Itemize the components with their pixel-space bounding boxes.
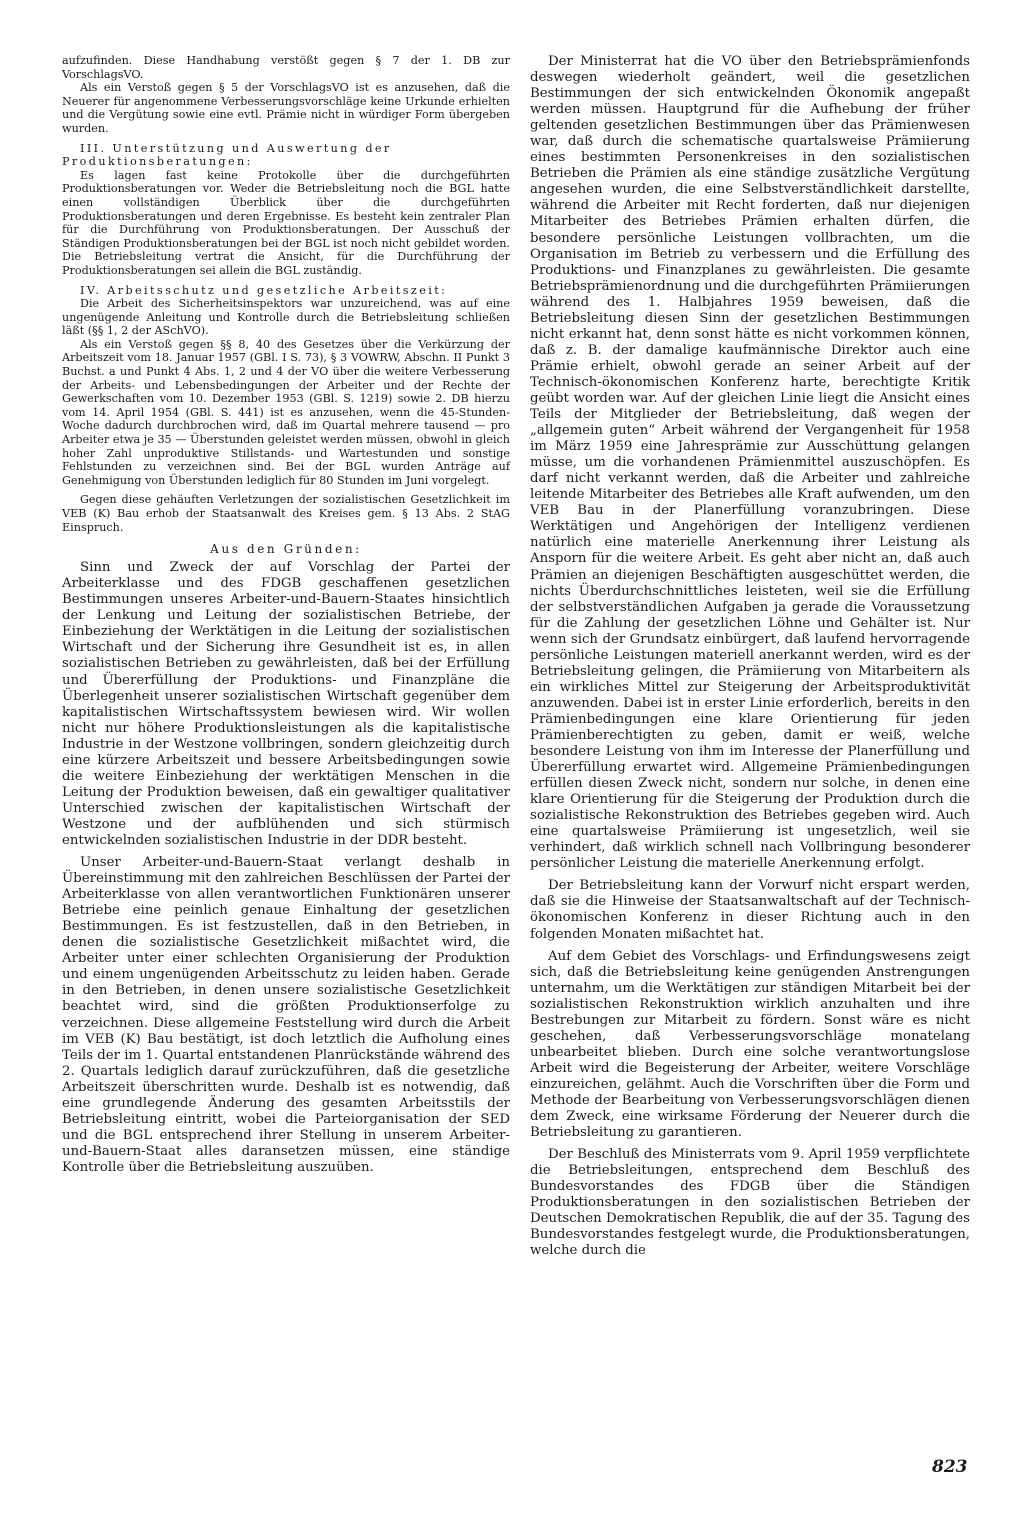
paragraph-left-7: Sinn und Zweck der auf Vorschlag der Partei der Arbeiterklasse und des FDGB geschaffenen gesetzlichen Bestimmungen unseres Arbeiter-und-Bauern-Staates hinsichtlich der Lenkung und Leitung der sozialistischen Betriebe, der Einbeziehung der Werktätigen in die Leitung der sozialistischen Wirtschaft und der Sicherung ihre Gesundheit ist es, in allen sozialistischen Betrieben zu gewährleisten, daß bei der Erfüllung und Übererfüllung der Produktions- und Finanzpläne die Überlegenheit unserer sozialistischen Wirtschaft gegenüber dem kapitalistischen Wirtschaftssystem bewiesen wird. Wir wollen nicht nur höhere Produktionsleistungen als die kapitalistische Industrie in der Westzone vollbringen, sondern gleichzeitig durch eine kürzere Arbeitszeit und bessere Arbeitsbedingungen sowie die weitere Einbeziehung der werktätigen Menschen in die Leitung der Produktion beweisen, daß ein gewaltiger qualitativer Unterschied zwischen der kapitalistischen Wirtschaft der Westzone und der aufblühenden und sich stürmisch entwickelnden sozialistischen Industrie in der DDR besteht.	[62, 560, 510, 848]
left-column	[62, 54, 510, 1176]
paragraph-left-3: Es lagen fast keine Protokolle über die durchgeführten Produktionsberatungen vor. Weder die Betriebsleitung noch die BGL hatte einen vollständigen Überblick über die durchgeführten Produktionsberatungen und deren Ergebnisse. Es besteht kein zentraler Plan für die Durchführung von Produktionsberatungen. Der Ausschuß der Ständigen Produktionsberatungen bei der BGL ist noch nicht gebildet worden. Die Betriebsleitung vertrat die Ansicht, für die Durchführung der Produktionsberatungen sei allein die BGL zuständig.	[62, 168, 510, 277]
paragraph-left-6: Gegen diese gehäuften Verletzungen der sozialistischen Gesetzlichkeit im VEB (K) Bau erhob der Staatsanwalt des Kreises gem. § 13 Abs. 2 StAG Einspruch.	[62, 493, 510, 534]
section-heading-4: IV. Arbeitsschutz und gesetzliche Arbeitszeit:	[80, 283, 448, 297]
paragraph-left-8: Unser Arbeiter-und-Bauern-Staat verlangt deshalb in Übereinstimmung mit den zahlreichen Beschlüssen der Partei der Arbeiterklasse von allen verantwortlichen Funktionären unserer Betriebe eine peinlich genaue Einhaltung der gesetzlichen Bestimmungen. Es ist festzustellen, daß in den Betrieben, in denen die sozialistische Gesetzlichkeit mißachtet wird, die Arbeiter unter einer schlechten Organisierung der Produktion und einem ungenügenden Arbeitsschutz zu leiden haben. Gerade in den Betrieben, in denen unsere sozialistische Gesetzlichkeit beachtet wird, sind die größten Produktionserfolge zu verzeichnen. Diese allgemeine Feststellung wird durch die Arbeit im VEB (K) Bau bestätigt, ist doch letztlich die Aufholung eines Teils der im 1. Quartal entstandenen Planrückstände während des 2. Quartals lediglich darauf zurückzuführen, daß die gesetzliche Arbeitszeit überschritten wurde. Deshalb ist es notwendig, daß eine grundlegende Änderung des gesamten Arbeitsstils der Betriebsleitung eintritt, wobei die Parteiorganisation der SED und die BGL entsprechend ihrer Stellung in unserem Arbeiter-und-Bauern-Staat alles daransetzen müssen, eine ständige Kontrolle über die Betriebsleitung auszuüben.	[62, 855, 510, 1175]
paragraph-left-5: Als ein Verstoß gegen §§ 8, 40 des Gesetzes über die Verkürzung der Arbeitszeit vom 18. Januar 1957 (GBl. I S. 73), § 3 VOWRW, Abschn. II Punkt 3 Buchst. a und Punkt 4 Abs. 1, 2 und 4 der VO über die weitere Verbesserung der Arbeits- und Lebensbedingungen der Arbeiter und der Rechte der Gewerkschaften vom 10. Dezember 1953 (GBl. S. 1219) sowie 2. DB hierzu vom 14. April 1954 (GBl. S. 441) ist es anzusehen, wenn die 45-Stunden-Woche dadurch durchbrochen wird, daß im Quartal mehrere tausend — pro Arbeiter etwa je 35 — Überstunden geleistet werden müssen, obwohl in gleich hoher Zahl unproduktive Stillstands- und Wartestunden und sonstige Fehlstunden zu verzeichnen sind. Bei der BGL wurden Anträge auf Genehmigung von Überstunden lediglich für 80 Stunden im Juni vorgelegt.	[62, 337, 510, 487]
paragraph-left-2: Als ein Verstoß gegen § 5 der VorschlagsVO ist es anzusehen, daß die Neuerer für angenommene Verbesserungsvorschläge keine Urkunde erhielten und die Vergütung sowie eine evtl. Prämie nicht in würdiger Form übergeben wurden.	[62, 81, 510, 135]
paragraph-right-3: Auf dem Gebiet des Vorschlags- und Erfindungswesens zeigt sich, daß die Betriebsleitung keine genügenden Anstrengungen unternahm, um die Werktätigen zur ständigen Mitarbeit bei der sozialistischen Rekonstruktion wirklich anzuhalten und ihre Bestrebungen zur Mitarbeit zu fördern. Sonst wäre es nicht geschehen, daß Verbesserungsvorschläge monatelang unbearbeitet blieben. Durch eine solche verantwortungslose Arbeit wird die Begeisterung der Arbeiter, weitere Vorschläge einzureichen, gelähmt. Auch die Vorschriften über die Form und Methode der Bearbeitung von Verbesserungsvorschlägen dienen dem Zweck, eine wirksame Förderung der Neuerer durch die Betriebsleitung zu garantieren.	[530, 948, 970, 1141]
left-large-section	[62, 560, 510, 1176]
section-heading-3: III. Unterstützung und Auswertung der Produktionsberatungen:	[62, 141, 392, 169]
page-number: 823	[932, 1457, 968, 1477]
paragraph-left-4: Die Arbeit des Sicherheitsinspektors war unzureichend, was auf eine ungenügende Anleitung und Kontrolle durch die Betriebsleitung schließen läßt (§§ 1, 2 der ASchVO).	[62, 297, 510, 338]
paragraph-right-1: Der Ministerrat hat die VO über den Betriebsprämienfonds deswegen wiederholt geändert, weil die gesetzlichen Bestimmungen der sich entwickelnden Ökonomik angepaßt werden müssen. Hauptgrund für die Aufhebung der früher geltenden gesetzlichen Bestimmungen über das Prämienwesen war, daß durch die schematische quartalsweise Prämiierung eines bestimmten Personenkreises in den sozialistischen Betrieben die Prämien als eine ständige zusätzliche Vergütung angesehen wurden, die eine Selbstverständlichkeit darstellte, während die Arbeiter mit Recht forderten, daß nur diejenigen Mitarbeiter des Betriebes Prämien erhalten dürfen, die besondere persönliche Leistungen vollbrachten, um die Organisation im Betrieb zu verbessern und die Erfüllung des Produktions- und Finanzplanes zu gewährleisten. Die gesamte Betriebsprämienordnung und die durchgeführten Prämiierungen während des 1. Halbjahres 1959 beweisen, daß die Betriebsleitung diesen Sinn der gesetzlichen Bestimmungen nicht erkannt hat, denn sonst hätte es nicht vorkommen können, daß z. B. der damalige kaufmännische Direktor auch eine Prämie erhielt, obwohl gerade an seiner Arbeit auf der Technisch-ökonomischen Konferenz harte, berechtigte Kritik geübt worden war. Auf der gleichen Linie liegt die Ansicht eines Teils der Mitglieder der Betriebsleitung, daß wegen der „allgemein guten“ Arbeit während der Vergangenheit für 1958 im März 1959 eine Jahresprämie zur Ausschüttung gelangen müsse, um die vorhandenen Prämienmittel auszuschöpfen. Es darf nicht verkannt werden, daß die Arbeiter und zahlreiche leitende Mitarbeiter des Betriebes alle Kraft aufwenden, um den VEB Bau in der Planerfüllung voranzubringen. Diese Werktätigen und Angehörigen der Intelligenz verdienen natürlich eine materielle Anerkennung ihrer Leistung als Ansporn für die weitere Arbeit. Es geht aber nicht an, daß auch Prämien an diejenigen Beschäftigten ausgeschüttet werden, die nichts Überdurchschnittliches leisteten, weil sie die Erfüllung der selbstverständlichen Aufgaben ja gerade die Voraussetzung für die Zahlung der gesetzlichen Löhne und Gehälter ist. Nur wenn sich der Grundsatz einbürgert, daß laufend hervorragende persönliche Leistungen materiell anerkannt werden, wird es der Betriebsleitung gelingen, die Prämiierung von Mitarbeitern als ein wirkliches Mittel zur Steigerung der Arbeitsproduktivität anzuwenden. Dabei ist in erster Linie erforderlich, bereits in den Prämienbedingungen eine klare Orientierung für jeden Prämienberechtigten zu geben, damit er weiß, welche besondere Leistung von ihm im Interesse der Planerfüllung und Übererfüllung erwartet wird. Allgemeine Prämienbedingungen erfüllen diesen Zweck nicht, sondern nur solche, in denen eine klare Orientierung für die Steigerung der Produktion durch die sozialistische Rekonstruktion des Betriebes gegeben wird. Auch eine quartalsweise Prämiierung ist ungesetzlich, weil sie verhindert, daß wirklich schnell nach Vollbringung besonderer persönlicher Leistung die materielle Anerkennung erfolgt.	[530, 54, 970, 872]
paragraph-right-2: Der Betriebsleitung kann der Vorwurf nicht erspart werden, daß sie die Hinweise der Staatsanwaltschaft auf der Technisch-ökonomischen Konferenz in dieser Richtung auch in den folgenden Monaten mißachtet hat.	[530, 878, 970, 942]
reasons-heading: Aus den Gründen:	[210, 542, 362, 557]
paragraph-left-1: aufzufinden. Diese Handhabung verstößt gegen § 7 der 1. DB zur VorschlagsVO.	[62, 54, 510, 81]
paragraph-right-4: Der Beschluß des Ministerrats vom 9. April 1959 verpflichtete die Betriebsleitungen, entsprechend dem Beschluß des Bundesvorstandes des FDGB über die Ständigen Produktionsberatungen in den sozialistischen Betrieben der Deutschen Demokratischen Republik, die auf der 35. Tagung des Bundesvorstandes festgelegt wurde, die Produktionsberatungen, welche durch die	[530, 1147, 970, 1259]
right-column	[530, 54, 970, 1259]
left-small-section	[62, 54, 510, 534]
